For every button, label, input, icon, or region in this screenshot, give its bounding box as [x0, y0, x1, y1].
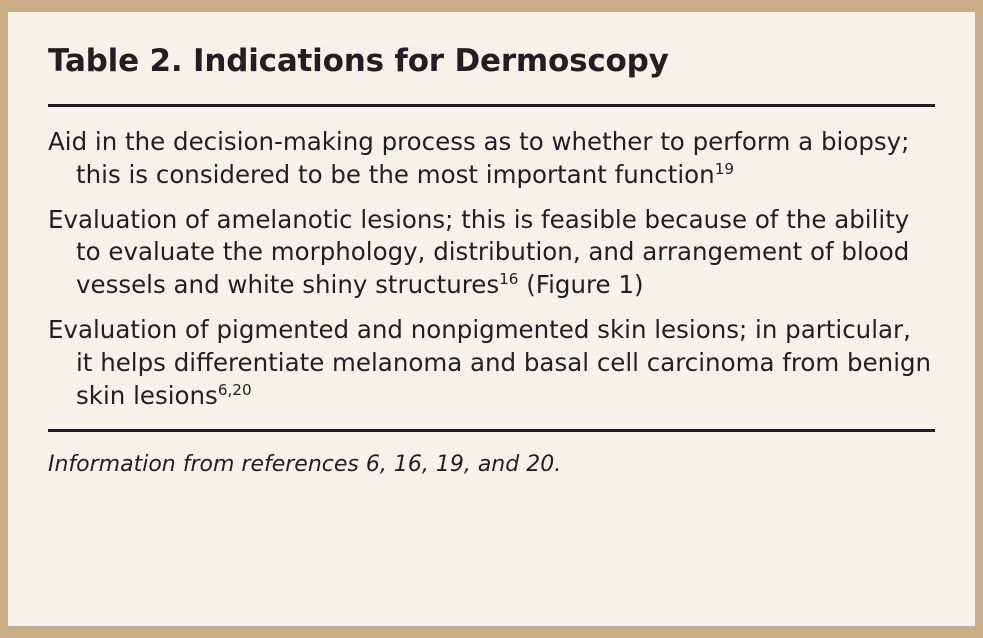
table-footnote: Information from references 6, 16, 19, and 20.: [48, 452, 562, 478]
page-title: Table 2. Indications for Dermoscopy: [48, 43, 669, 79]
reference-marker: 16: [499, 270, 519, 289]
table-row: [48, 204, 935, 303]
row-text: Evaluation of amelanotic lesions; this is feasible because of the ability to evaluate the morphology, distribution, and arrangement of blood vessels and white shiny structures: [48, 204, 910, 300]
table-row: [48, 314, 935, 413]
reference-marker: 19: [714, 159, 735, 178]
row-text: Evaluation of pigmented and nonpigmented skin lesions; in particular, it helps differentiate melanoma and basal cell carcinoma from benign skin lesions: [48, 315, 932, 411]
table-body: [48, 107, 935, 414]
reference-marker: 6,20: [217, 381, 252, 400]
row-text-tail: (Figure 1): [518, 270, 644, 300]
table-row: [48, 126, 935, 192]
row-text: Aid in the decision-making process as to whether to perform a biopsy; this is considered to be the most important function: [48, 126, 910, 189]
divider-bottom: [48, 429, 935, 432]
table-card: [8, 12, 975, 626]
